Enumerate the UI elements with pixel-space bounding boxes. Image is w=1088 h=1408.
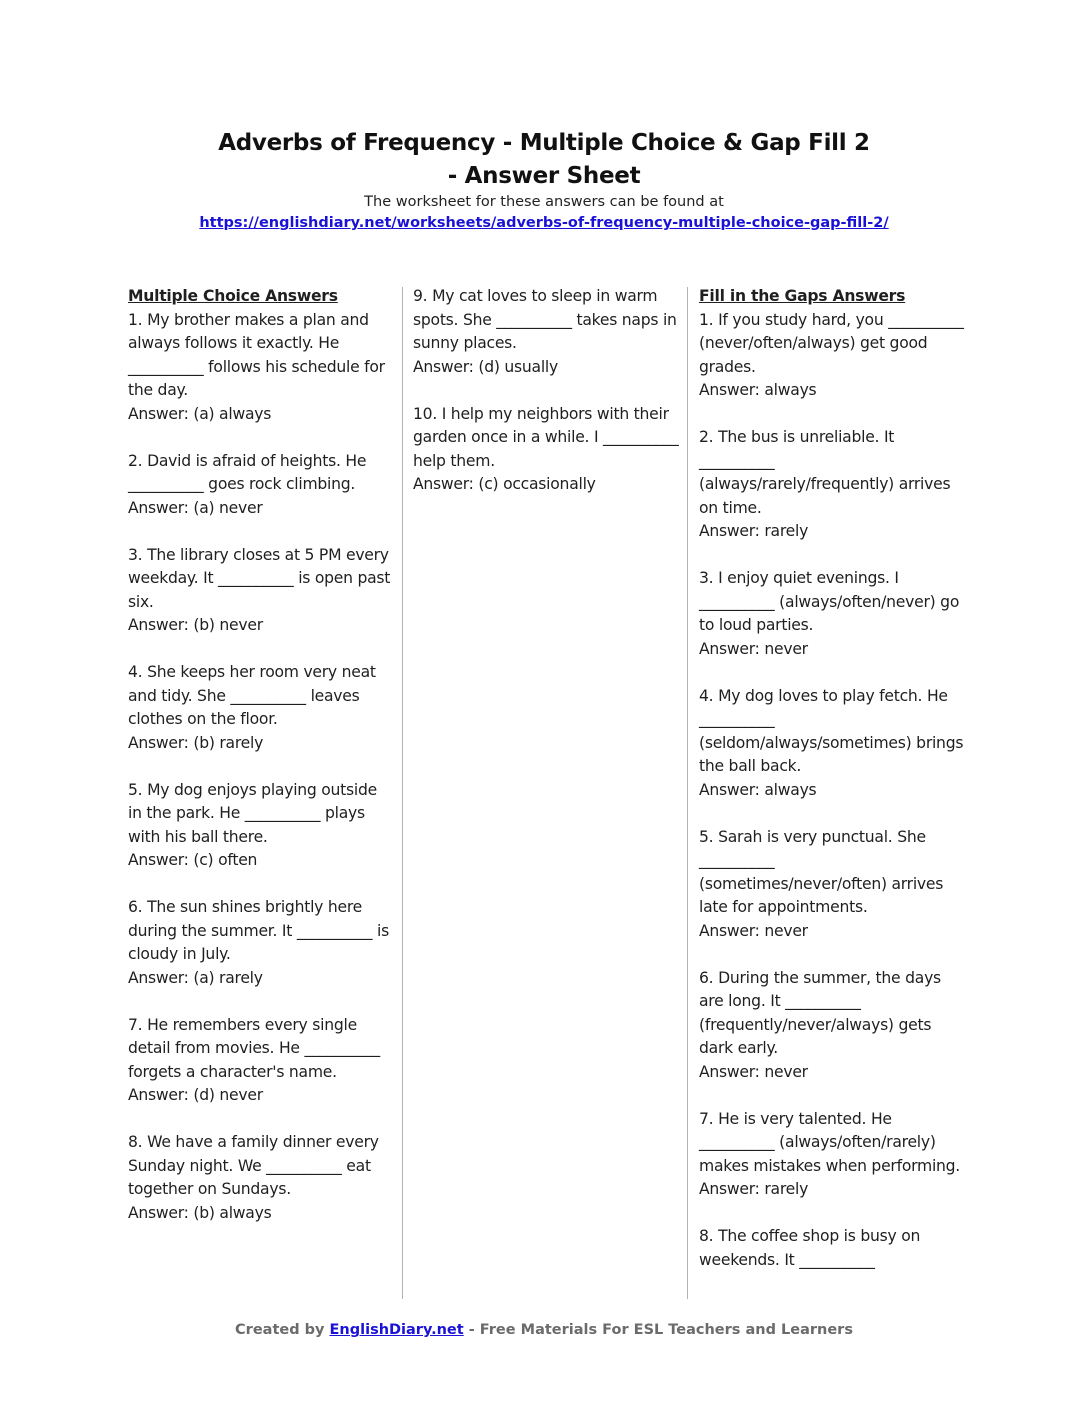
gap-answer: Answer: never (699, 1062, 808, 1081)
gap-item-5 (699, 826, 965, 944)
mc-item-6 (128, 896, 394, 990)
gap-question: 2. The bus is unreliable. It __________ (always/rarely/frequently) arrives on time. (699, 428, 951, 517)
mc-item-7 (128, 1014, 394, 1108)
mc-item-8 (128, 1131, 394, 1225)
gap-item-1 (699, 309, 965, 403)
mc-question: 4. She keeps her room very neat and tidy. She __________ leaves clothes on the floor. (128, 663, 376, 728)
mc-answer: Answer: (a) never (128, 498, 263, 517)
mc-item-2 (128, 450, 394, 521)
mc-item-4 (128, 661, 394, 755)
mc-question: 7. He remembers every single detail from movies. He __________ forgets a character's name. (128, 1015, 380, 1081)
mc-answer: Answer: (b) rarely (128, 733, 264, 752)
gap-answer: Answer: never (699, 639, 808, 658)
mc-question: 9. My cat loves to sleep in warm spots. She __________ takes naps in sunny places. (413, 287, 677, 352)
footer (0, 1322, 1088, 1338)
multiple-choice-heading: Multiple Choice Answers (128, 287, 338, 305)
gap-answer: Answer: always (699, 780, 817, 799)
gap-answer: Answer: rarely (699, 522, 809, 540)
gap-answer: Answer: never (699, 921, 808, 940)
mc-answer: Answer: (b) never (128, 616, 263, 634)
mc-answer: Answer: (d) never (128, 1086, 263, 1104)
mc-question: 1. My brother makes a plan and always follows it exactly. He __________ follows his schedule for the day. (128, 310, 385, 399)
mc-item-5 (128, 779, 394, 873)
gap-item-7 (699, 1108, 965, 1202)
column-divider-1 (402, 287, 403, 1299)
footer-prefix: Created by (235, 1322, 330, 1338)
gap-item-4 (699, 685, 965, 803)
mc-answer: Answer: (a) always (128, 404, 272, 423)
mc-item-1 (128, 309, 394, 427)
mc-answer: Answer: (a) rarely (128, 968, 263, 987)
gap-question: 6. During the summer, the days are long. It __________ (frequently/never/always) gets dark early. (699, 968, 941, 1057)
gap-answer: Answer: rarely (699, 1180, 809, 1198)
worksheet-note: The worksheet for these answers can be found at (364, 194, 724, 210)
worksheet-link-line (0, 215, 1088, 231)
mc-question: 2. David is afraid of heights. He __________ goes rock climbing. (128, 451, 367, 493)
gap-answer: Answer: always (699, 381, 817, 399)
gap-item-3 (699, 567, 965, 661)
gap-question: 4. My dog loves to play fetch. He __________ (seldom/always/sometimes) brings the ball back. (699, 686, 964, 775)
mc-question: 3. The library closes at 5 PM every weekday. It __________ is open past six. (128, 545, 391, 611)
gap-question: 7. He is very talented. He __________ (always/often/rarely) makes mistakes when performing. (699, 1109, 961, 1175)
multiple-choice-column-continued (413, 285, 679, 520)
mc-item-9 (413, 285, 679, 379)
gap-question: 3. I enjoy quiet evenings. I __________ (always/often/never) go to loud parties. (699, 569, 960, 634)
page-title-line-1: Adverbs of Frequency - Multiple Choice & Gap Fill 2 (218, 130, 870, 156)
gap-question: 1. If you study hard, you __________ (never/often/always) get good grades. (699, 310, 964, 376)
mc-answer: Answer: (d) usually (413, 357, 558, 376)
mc-question: 5. My dog enjoys playing outside in the park. He __________ plays with his ball there. (128, 780, 377, 846)
worksheet-link[interactable]: https://englishdiary.net/worksheets/adverbs-of-frequency-multiple-choice-gap-fill-2/ (199, 215, 889, 231)
page-title-line-2: - Answer Sheet (447, 163, 641, 189)
mc-item-3 (128, 544, 394, 638)
gap-item-8 (699, 1225, 965, 1272)
multiple-choice-column (128, 285, 394, 1249)
gap-item-6 (699, 967, 965, 1085)
footer-site-link[interactable]: EnglishDiary.net (329, 1322, 464, 1338)
gap-question: 5. Sarah is very punctual. She __________ (sometimes/never/often) arrives late for appointments. (699, 827, 944, 916)
gap-item-2 (699, 426, 965, 544)
mc-question: 8. We have a family dinner every Sunday night. We __________ eat together on Sundays. (128, 1133, 379, 1198)
gap-question: 8. The coffee shop is busy on weekends. It __________ (699, 1227, 921, 1269)
gap-fill-column (699, 285, 965, 1296)
mc-answer: Answer: (b) always (128, 1203, 272, 1222)
mc-question: 6. The sun shines brightly here during the summer. It __________ is cloudy in July. (128, 898, 389, 963)
footer-suffix: - Free Materials For ESL Teachers and Learners (463, 1322, 853, 1338)
column-divider-2 (687, 287, 688, 1299)
mc-answer: Answer: (c) occasionally (413, 475, 596, 493)
mc-answer: Answer: (c) often (128, 851, 258, 869)
mc-item-10 (413, 403, 679, 497)
gap-fill-heading: Fill in the Gaps Answers (699, 287, 906, 305)
mc-question: 10. I help my neighbors with their garden once in a while. I __________ help them. (413, 404, 679, 470)
